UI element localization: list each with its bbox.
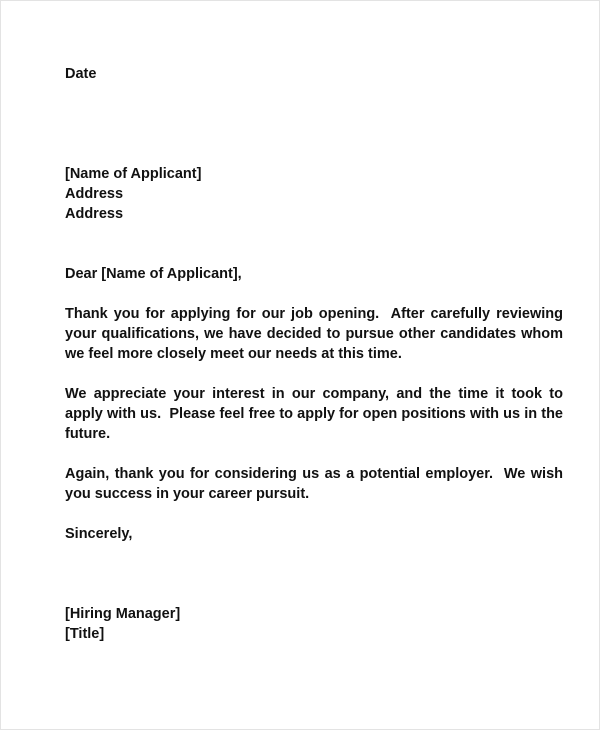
body-paragraph-1: Thank you for applying for our job opening. After carefully reviewing your qualifications, we have decided to pursue other candidates whom we feel more closely meet our needs at this time. xyxy=(65,306,568,362)
closing-salutation: Sincerely, xyxy=(65,526,133,542)
body-paragraph-2: We appreciate your interest in our company, and the time it took to apply with us. Please feel free to apply for open positions with us in the future. xyxy=(65,386,568,442)
signature-block xyxy=(65,604,563,644)
letter-body xyxy=(65,1,568,644)
signer-name: [Hiring Manager] xyxy=(65,606,181,622)
body-paragraph-3: Again, thank you for considering us as a potential employer. We wish you success in your career pursuit. xyxy=(65,466,568,502)
recipient-address-block xyxy=(65,164,563,224)
recipient-address-line-1: Address xyxy=(65,186,124,202)
date-line: Date xyxy=(65,66,97,82)
recipient-address-line-2: Address xyxy=(65,206,124,222)
signer-title: [Title] xyxy=(65,626,105,642)
recipient-name: [Name of Applicant] xyxy=(65,166,202,182)
salutation: Dear [Name of Applicant], xyxy=(65,266,242,282)
